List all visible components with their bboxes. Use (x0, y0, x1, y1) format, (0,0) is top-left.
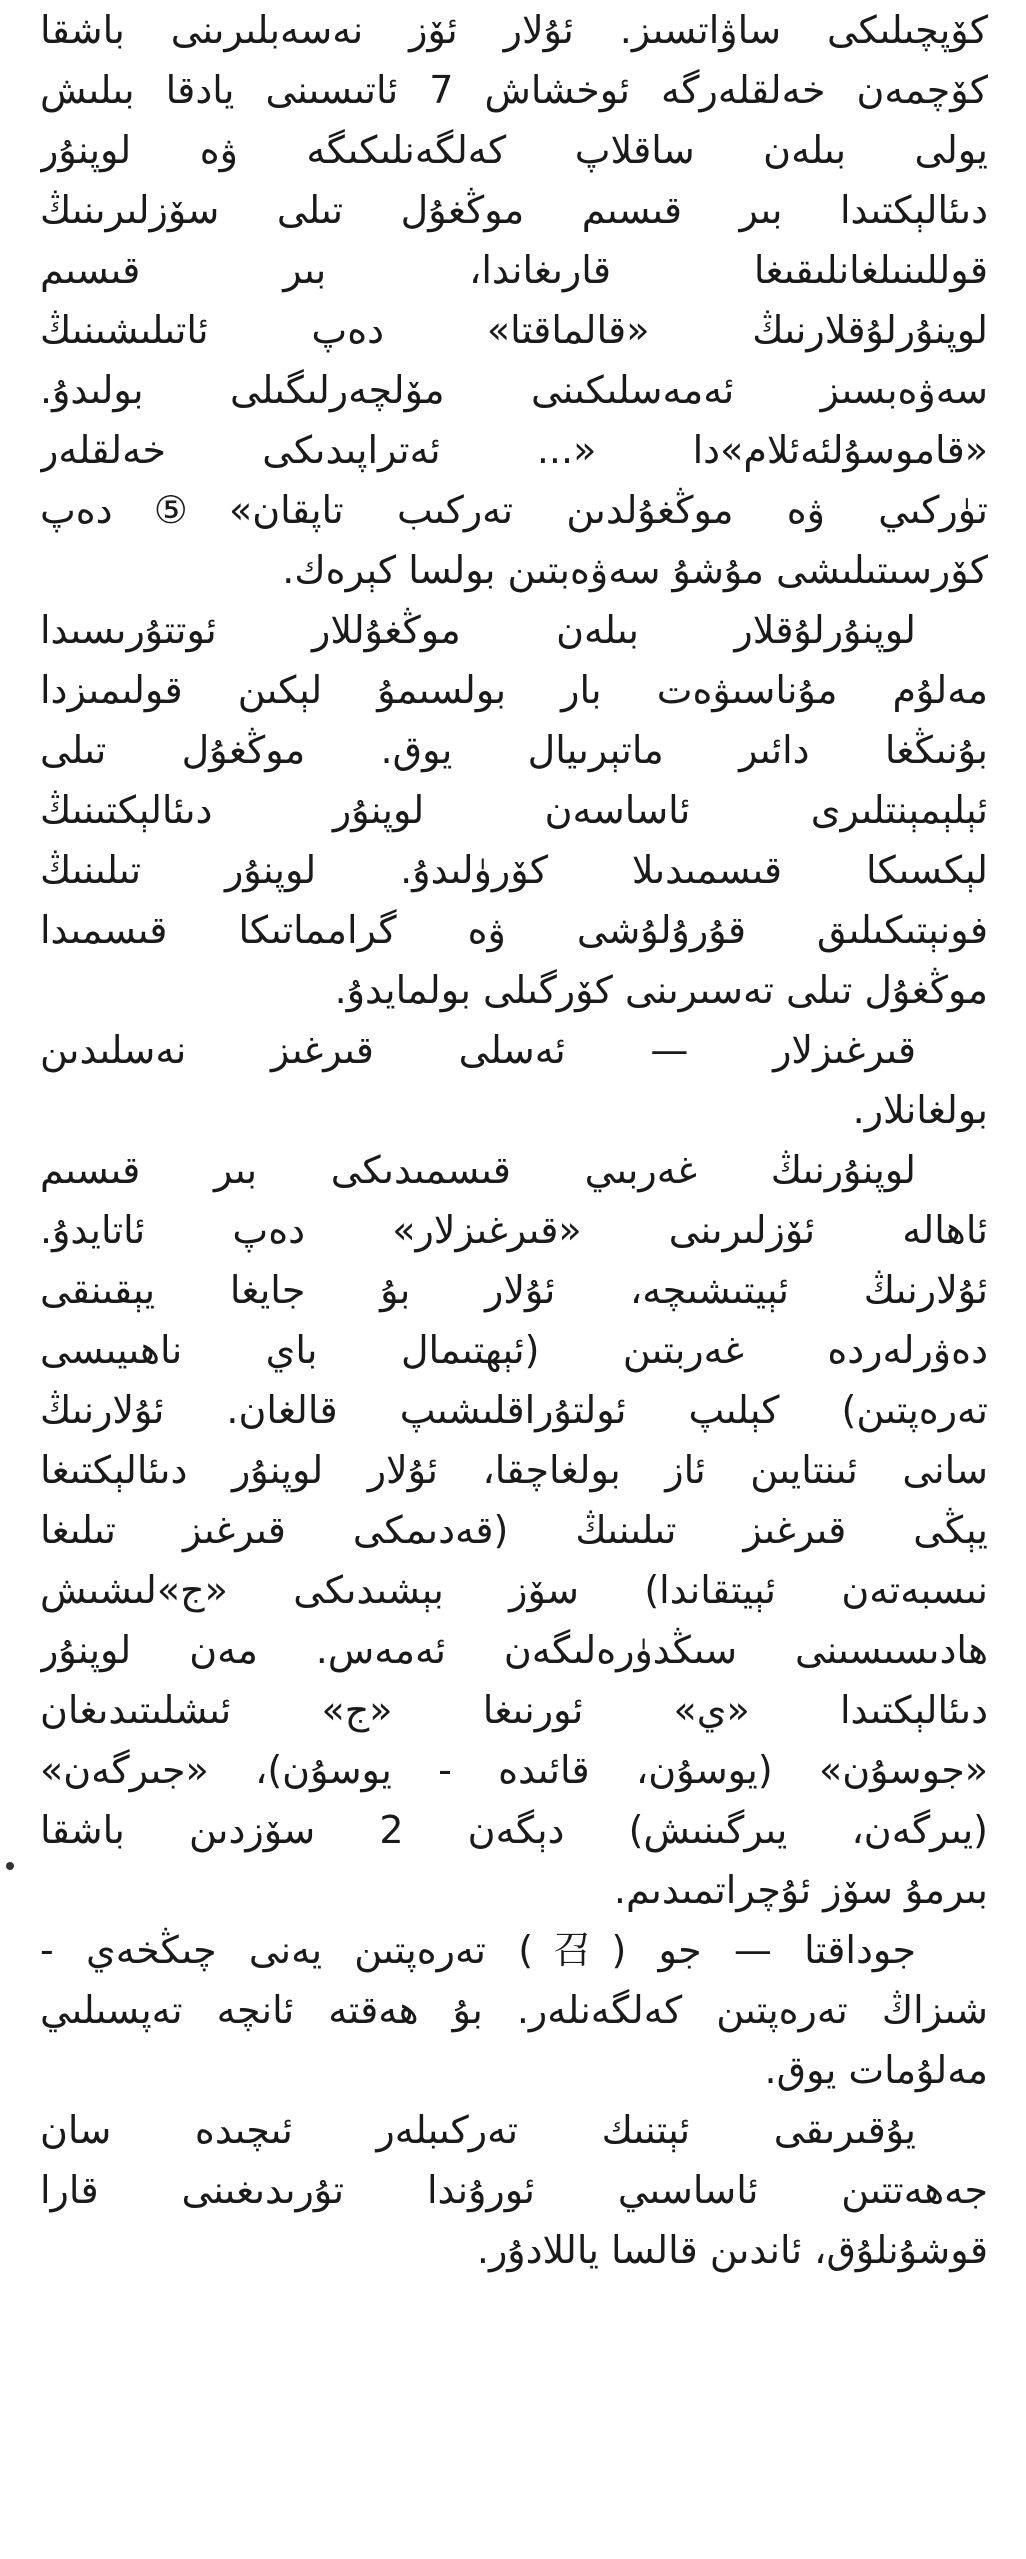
text-line: قوشۇنلۇق، ئاندىن قالسا ياللادۇر. (476, 2228, 988, 2272)
text-line: قوللىنىلغانلىقىغا قارىغاندا، بىر قىسىم (40, 248, 988, 292)
text-line: ھادىسىسىنى سىڭدۈرەلىگەن ئەمەس. مەن لوپنۇر (40, 1628, 988, 1672)
text-line: بىرمۇ سۆز ئۇچراتمىدىم. (613, 1868, 988, 1912)
text-line: سەۋەبسىز ئەمەسلىكىنى مۆلچەرلىگىلى بولىدۇ. (40, 368, 988, 412)
text-line: لوپنۇرنىڭ غەربىي قىسمىدىكى بىر قىسىم (40, 1148, 916, 1192)
text-line: جوداقتا — جو (召) تەرەپتىن يەنى چىڭخەي - (40, 1928, 916, 1972)
text-line: جەھەتتىن ئاساسىي ئورۇندا تۇرىدىغىنى قارا (40, 2168, 988, 2212)
text-line: دىئالېكتىدا «ي» ئورنىغا «ج» ئىشلىتىدىغان (40, 1688, 988, 1732)
text-line: بۇنىڭغا دائىر ماتېرىيال يوق. موڭغۇل تىلى (40, 728, 988, 772)
text-line: ئاھالە ئۆزلىرىنى «قىرغىزلار» دەپ ئاتايدۇ. (40, 1208, 988, 1252)
text-line: يولى بىلەن ساقلاپ كەلگەنلىكىگە ۋە لوپنۇر (40, 128, 988, 172)
paragraph-4 (40, 1140, 988, 1920)
document-page (40, 0, 988, 2559)
text-line: بولغانلار. (852, 1088, 988, 1132)
text-line: ئۇلارنىڭ ئېيتىشىچە، ئۇلار بۇ جايغا يېقىنقى (40, 1268, 988, 1312)
text-line: «جوسۇن» (يوسۇن، قائىدە - يوسۇن)، «جىرگەن» (40, 1748, 988, 1792)
text-line: «قاموسۇلئەئلام»دا «... ئەتراپىدىكى خەلقلەر (40, 428, 988, 472)
text-line: موڭغۇل تىلى تەسىرىنى كۆرگىلى بولمايدۇ. (334, 968, 988, 1012)
text-line: نىسبەتەن ئېيتقاندا) سۆز بېشىدىكى «ج»لىشىش (40, 1568, 988, 1612)
text-line: يېڭى قىرغىز تىلىنىڭ (قەدىمكى قىرغىز تىلىغا (40, 1508, 988, 1552)
text-line: (يىرگەن، يىرگىنىش) دېگەن 2 سۆزدىن باشقا (40, 1808, 988, 1852)
text-line: تۈركىي ۋە موڭغۇلدىن تەركىب تاپقان»⑤دەپ (40, 488, 988, 532)
text-line: كۆپچىلىكى ساۋاتسىز. ئۇلار ئۆز نەسەبلىرىنى باشقا (40, 8, 988, 52)
paragraph-5 (40, 1920, 988, 2100)
text-line: تەرەپتىن) كېلىپ ئولتۇراقلىشىپ قالغان. ئۇلارنىڭ (40, 1388, 988, 1432)
text-line: فونېتىكىلىق قۇرۇلۇشى ۋە گرامماتىكا قىسمىدا (40, 908, 988, 952)
paragraph-2 (40, 600, 988, 1020)
text-line: لوپنۇرلۇقلار بىلەن موڭغۇللار ئوتتۇرىسىدا (40, 608, 916, 652)
text-line: لېكسىكا قىسمىدىلا كۆرۈلىدۇ. لوپنۇر تىلىنىڭ (40, 848, 988, 892)
text-line: شىزاڭ تەرەپتىن كەلگەنلەر. بۇ ھەقتە ئانچە تەپسىلىي (40, 1988, 988, 2032)
text-line: مەلۇمات يوق. (764, 2048, 988, 2092)
text-line: كۆرسىتىلىشى مۇشۇ سەۋەبتىن بولسا كېرەك. (282, 548, 988, 592)
text-line: دىئالېكتىدا بىر قىسىم موڭغۇل تىلى سۆزلىرىنىڭ (40, 188, 988, 232)
text-line: دەۋرلەردە غەربتىن (ئېھتىمال باي ناھىيىسى (40, 1328, 988, 1372)
text-line: ئېلېمېنتلىرى ئاساسەن لوپنۇر دىئالېكتىنىڭ (40, 788, 988, 832)
paragraph-1 (40, 0, 988, 600)
text-line: لوپنۇرلۇقلارنىڭ «قالماقتا» دەپ ئاتىلىشىنىڭ (40, 308, 988, 352)
text-line: كۆچمەن خەلقلەرگە ئوخشاش 7 ئاتىسىنى يادقا بىلىش (40, 68, 988, 112)
paragraph-3 (40, 1020, 988, 1140)
paragraph-6 (40, 2100, 988, 2280)
text-line: يۇقىرىقى ئېتنىك تەركىبلەر ئىچىدە سان (40, 2108, 916, 2152)
text-line: سانى ئىنتايىن ئاز بولغاچقا، ئۇلار لوپنۇر دىئالېكتىغا (40, 1448, 988, 1492)
margin-dot (6, 1862, 14, 1870)
text-line: مەلۇم مۇناسىۋەت بار بولسىمۇ لېكىن قولىمىزدا (40, 668, 988, 712)
text-line: قىرغىزلار — ئەسلى قىرغىز نەسلىدىن (40, 1028, 916, 1072)
